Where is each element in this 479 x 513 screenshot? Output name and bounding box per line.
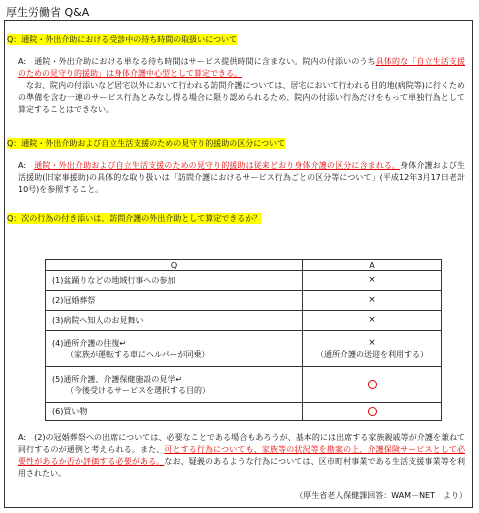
row-question-line2: （家族が運転する車にヘルパーが同乗） xyxy=(66,349,210,359)
table-header xyxy=(46,260,442,271)
question-1: Q：通院・外出介助における受診中の待ち時間の取扱いについて xyxy=(7,35,238,44)
header-q: Q xyxy=(46,260,303,271)
row-answer xyxy=(303,330,442,367)
table-row xyxy=(46,330,442,367)
row-question xyxy=(46,330,303,367)
cross-icon: × xyxy=(368,295,376,306)
row-question: (3)病院へ知人のお見舞い xyxy=(46,310,303,330)
answer-3-lead: A: (2)の冠婚葬祭への出席については、必要なことである場合もあろうが、基本的には出席する家族親戚等が介護を兼ねて同行するのが通例と考えられる。また、 xyxy=(18,433,465,454)
question-3: Q：次の行為の付き添いは、訪問介護の外出介助として算定できるか？ xyxy=(7,214,262,223)
answer-1-lead: A: 通院・外出介助における単なる待ち時間はサービス提供時間に含まない。院内の付添いのうち xyxy=(18,57,376,66)
source-citation: （厚生省老人保健課回答：WAM－NET より） xyxy=(295,491,467,500)
page-title: 厚生労働省 Q&A xyxy=(6,6,90,19)
circle-icon xyxy=(368,407,377,416)
row-answer xyxy=(303,271,442,291)
header-a: A xyxy=(303,260,442,271)
qa-table xyxy=(45,259,442,421)
table-row xyxy=(46,310,442,330)
answer-2-highlight: 通院・外出介助および自立生活支援のための見守り的援助は従来どおり身体介護の区分に含まれる。 xyxy=(34,161,401,170)
answer-2 xyxy=(18,160,465,196)
question-2: Q：通院・外出介助および自立生活支援のための見守り的援助の区分について xyxy=(7,139,286,148)
row-question: (1)盆踊りなどの地域行事への参加 xyxy=(46,271,303,291)
cross-icon: × xyxy=(368,315,376,326)
table-row xyxy=(46,271,442,291)
row-answer-note: （通所介護の送迎を利用する） xyxy=(316,350,428,360)
table-row xyxy=(46,290,442,310)
answer-1-highlight: 具体的な「自立生活支援のための見守り的援助」は身体介護中心型として算定できる。 xyxy=(18,57,465,78)
answer-3-highlight: 可とする行為についても、家族等の状況等を勘案の上、介護保険サービスとして必要性があるか否か評価する必要がある。 xyxy=(18,445,465,466)
cross-icon: × xyxy=(368,338,376,349)
answer-1-rest: なお、院内の付添いなど居宅以外において行われる訪問介護については、居宅において行われる目的地(病院等)に行くための準備を含む一連のサービス行為とみなし得る場合に限り認められるため、院内の付添い行為だけをもって単独行為として算定することはできない。 xyxy=(18,81,465,114)
cross-icon: × xyxy=(368,275,376,286)
answer-3 xyxy=(18,432,465,480)
row-answer xyxy=(303,310,442,330)
circle-icon xyxy=(368,380,377,389)
row-question xyxy=(46,367,303,402)
row-question-line1: (4)通所介護の往復↵ xyxy=(52,338,127,348)
row-answer xyxy=(303,402,442,420)
row-question: (2)冠婚葬祭 xyxy=(46,290,303,310)
row-question-line2: （今後受けるサービスを選択する目的） xyxy=(66,385,210,395)
table-row xyxy=(46,402,442,420)
row-question-line1: (5)通所介護、介護保健施設の見学↵ xyxy=(52,374,183,384)
answer-3-tail: なお、疑義のあるような行為については、区市町村事業である生活支援事業等を利用されたい。 xyxy=(18,457,465,478)
row-answer xyxy=(303,367,442,402)
row-answer xyxy=(303,290,442,310)
answer-2-rest: 身体介護および生活援助(旧家事援助)の具体的な取り扱いは「訪問介護におけるサービス行為ごとの区分等について」(平成12年3月17日老計10号)を参照すること。 xyxy=(18,161,466,194)
answer-2-prefix: A: xyxy=(18,161,35,170)
table-row xyxy=(46,367,442,402)
row-question: (6)買い物 xyxy=(46,402,303,420)
answer-1 xyxy=(18,56,465,116)
